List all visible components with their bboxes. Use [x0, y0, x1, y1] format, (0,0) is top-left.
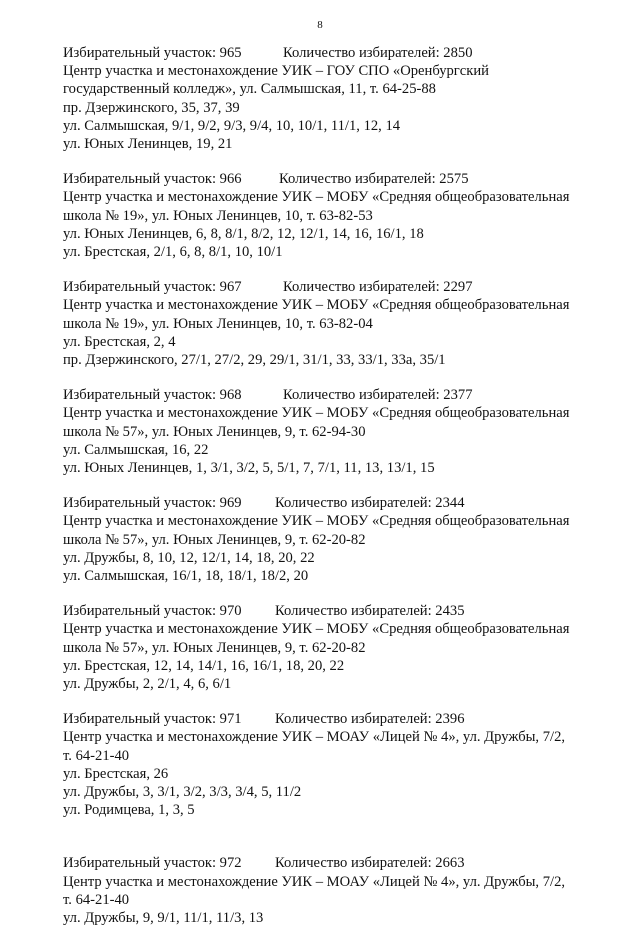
polling-station-969 — [63, 494, 623, 585]
station-center-cont: школа № 57», ул. Юных Ленинцев, 9, т. 62-20-82 — [63, 639, 366, 656]
station-number: Избирательный участок: 966 — [63, 171, 242, 188]
street-list-item: ул. Салмышская, 16, 22 — [63, 441, 209, 458]
voter-count: Количество избирателей: 2377 — [283, 387, 473, 404]
station-header — [63, 494, 623, 512]
page-number: 8 — [317, 19, 323, 31]
station-number: Избирательный участок: 971 — [63, 711, 242, 728]
station-center-cont: школа № 19», ул. Юных Ленинцев, 10, т. 63-82-53 — [63, 207, 373, 224]
street-list-item: пр. Дзержинского, 35, 37, 39 — [63, 99, 240, 116]
station-header — [63, 854, 623, 872]
station-header — [63, 278, 623, 296]
station-center: Центр участка и местонахождение УИК – МОБУ «Средняя общеобразовательная — [63, 405, 570, 422]
street-list-item: ул. Брестская, 12, 14, 14/1, 16, 16/1, 18, 20, 22 — [63, 657, 345, 674]
station-number: Избирательный участок: 969 — [63, 495, 242, 512]
street-list-item: ул. Брестская, 2/1, 6, 8, 8/1, 10, 10/1 — [63, 244, 283, 260]
station-center: Центр участка и местонахождение УИК – МОБУ «Средняя общеобразовательная — [63, 297, 570, 314]
station-header — [63, 170, 623, 188]
street-list-item: ул. Дружбы, 9, 9/1, 11/1, 11/3, 13 — [63, 910, 264, 926]
voter-count: Количество избирателей: 2575 — [279, 171, 469, 188]
station-center: Центр участка и местонахождение УИК – МОБУ «Средняя общеобразовательная — [63, 621, 570, 638]
polling-stations-list — [63, 44, 623, 927]
street-list-item: ул. Юных Ленинцев, 1, 3/1, 3/2, 5, 5/1, 7, 7/1, 11, 13, 13/1, 15 — [63, 460, 435, 476]
station-center-cont: государственный колледж», ул. Салмышская, 11, т. 64-25-88 — [63, 81, 436, 98]
street-list-item: пр. Дзержинского, 27/1, 27/2, 29, 29/1, 31/1, 33, 33/1, 33а, 35/1 — [63, 352, 446, 368]
station-number: Избирательный участок: 965 — [63, 45, 242, 61]
polling-station-966 — [63, 170, 623, 261]
voter-count: Количество избирателей: 2396 — [275, 711, 465, 728]
polling-station-965 — [63, 44, 623, 153]
polling-station-971 — [63, 710, 623, 819]
street-list-item: ул. Дружбы, 8, 10, 12, 12/1, 14, 18, 20, 22 — [63, 549, 315, 566]
station-center-cont: школа № 57», ул. Юных Ленинцев, 9, т. 62-20-82 — [63, 531, 366, 548]
voter-count: Количество избирателей: 2663 — [275, 855, 465, 872]
station-number: Избирательный участок: 968 — [63, 387, 242, 404]
street-list-item: ул. Салмышская, 9/1, 9/2, 9/3, 9/4, 10, 10/1, 11/1, 12, 14 — [63, 117, 401, 134]
polling-station-972 — [63, 854, 623, 927]
polling-station-967 — [63, 278, 623, 369]
station-center: Центр участка и местонахождение УИК – МОБУ «Средняя общеобразовательная — [63, 513, 570, 530]
voter-count: Количество избирателей: 2297 — [283, 279, 473, 296]
street-list-item: ул. Салмышская, 16/1, 18, 18/1, 18/2, 20 — [63, 568, 309, 584]
street-list-item: ул. Дружбы, 3, 3/1, 3/2, 3/3, 3/4, 5, 11/2 — [63, 784, 302, 800]
station-center: Центр участка и местонахождение УИК – МОАУ «Лицей № 4», ул. Дружбы, 7/2, — [63, 729, 566, 746]
voter-count: Количество избирателей: 2435 — [275, 603, 465, 620]
station-center: Центр участка и местонахождение УИК – МОАУ «Лицей № 4», ул. Дружбы, 7/2, — [63, 873, 566, 890]
street-list-item: ул. Юных Ленинцев, 19, 21 — [63, 136, 233, 152]
street-list-item: ул. Брестская, 26 — [63, 765, 169, 782]
polling-station-970 — [63, 602, 623, 693]
station-center: Центр участка и местонахождение УИК – ГОУ СПО «Оренбургский — [63, 63, 489, 80]
station-center-cont: школа № 57», ул. Юных Ленинцев, 9, т. 62-94-30 — [63, 423, 366, 440]
station-center: Центр участка и местонахождение УИК – МОБУ «Средняя общеобразовательная — [63, 189, 570, 206]
station-center-cont: т. 64-21-40 — [63, 747, 130, 764]
station-header — [63, 386, 623, 404]
voter-count: Количество избирателей: 2344 — [275, 495, 465, 512]
station-header — [63, 602, 623, 620]
station-center-cont: т. 64-21-40 — [63, 891, 130, 908]
street-list-item: ул. Юных Ленинцев, 6, 8, 8/1, 8/2, 12, 12/1, 14, 16, 16/1, 18 — [63, 225, 424, 242]
station-header — [63, 710, 623, 728]
station-number: Избирательный участок: 970 — [63, 603, 242, 620]
street-list-item: ул. Брестская, 2, 4 — [63, 333, 176, 350]
station-number: Избирательный участок: 972 — [63, 855, 242, 872]
station-number: Избирательный участок: 967 — [63, 279, 242, 296]
street-list-item: ул. Дружбы, 2, 2/1, 4, 6, 6/1 — [63, 676, 232, 692]
voter-count: Количество избирателей: 2850 — [283, 45, 473, 61]
polling-station-968 — [63, 386, 623, 477]
station-header — [63, 44, 623, 62]
station-center-cont: школа № 19», ул. Юных Ленинцев, 10, т. 63-82-04 — [63, 315, 373, 332]
street-list-item: ул. Родимцева, 1, 3, 5 — [63, 802, 195, 819]
